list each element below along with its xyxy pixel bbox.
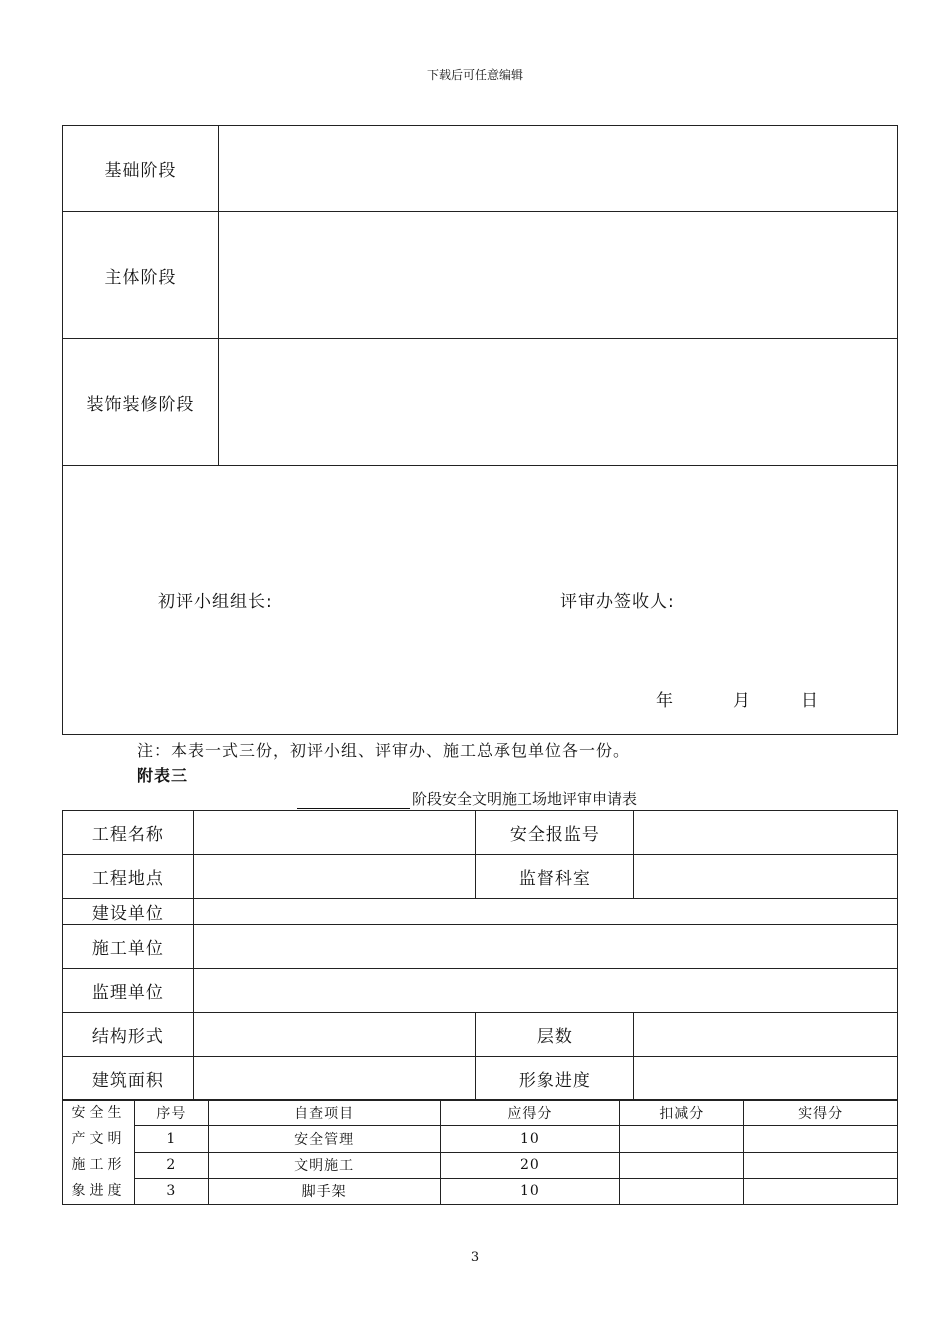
construction-unit-label: 建设单位 (63, 899, 194, 925)
image-progress-value[interactable] (634, 1057, 898, 1101)
row-no: 3 (134, 1178, 208, 1204)
row-no: 2 (134, 1152, 208, 1178)
header-score: 应得分 (440, 1100, 620, 1126)
row-no: 1 (134, 1126, 208, 1152)
header-actual: 实得分 (744, 1100, 898, 1126)
supervision-dept-value[interactable] (634, 855, 898, 899)
copies-note: 注：本表一式三份，初评小组、评审办、施工总承包单位各一份。 (137, 741, 631, 760)
header-no: 序号 (134, 1100, 208, 1126)
receiver-label: 评审办签收人: (560, 592, 675, 612)
score-table (62, 1099, 898, 1205)
stage-label-decoration: 装饰装修阶段 (63, 339, 219, 466)
floors-value[interactable] (634, 1013, 898, 1057)
row-deduct[interactable] (620, 1178, 744, 1204)
header-deduct: 扣减分 (620, 1100, 744, 1126)
project-location-value[interactable] (193, 855, 476, 899)
table-row (63, 1178, 898, 1204)
project-name-value[interactable] (193, 811, 476, 855)
stage-value-foundation[interactable] (219, 126, 898, 212)
date-year: 年 (656, 691, 673, 711)
date-month: 月 (733, 691, 750, 711)
stage-value-decoration[interactable] (219, 339, 898, 466)
form-title (297, 788, 637, 809)
stage-label-foundation: 基础阶段 (63, 126, 219, 212)
row-score: 10 (440, 1126, 620, 1152)
header-item: 自查项目 (208, 1100, 440, 1126)
date-day: 日 (801, 691, 818, 711)
supervisor-unit-label: 监理单位 (63, 969, 194, 1013)
score-side-label: 安全生 产文明 施工形 象进度 (63, 1100, 135, 1205)
structure-form-value[interactable] (193, 1013, 476, 1057)
table-row (63, 1152, 898, 1178)
row-actual[interactable] (744, 1152, 898, 1178)
builder-unit-label: 施工单位 (63, 925, 194, 969)
floors-label: 层数 (476, 1013, 634, 1057)
application-table (62, 810, 898, 1101)
construction-unit-value[interactable] (193, 899, 897, 925)
stage-review-table (62, 125, 898, 735)
appendix-title: 附表三 (137, 766, 189, 785)
row-item: 文明施工 (208, 1152, 440, 1178)
stage-value-main[interactable] (219, 212, 898, 339)
image-progress-label: 形象进度 (476, 1057, 634, 1101)
builder-unit-value[interactable] (193, 925, 897, 969)
safety-no-label: 安全报监号 (476, 811, 634, 855)
building-area-label: 建筑面积 (63, 1057, 194, 1101)
stage-blank-line[interactable] (297, 794, 410, 809)
page-number: 3 (470, 1250, 480, 1265)
row-score: 20 (440, 1152, 620, 1178)
row-actual[interactable] (744, 1178, 898, 1204)
table-row (63, 1126, 898, 1152)
row-item: 安全管理 (208, 1126, 440, 1152)
row-deduct[interactable] (620, 1152, 744, 1178)
row-item: 脚手架 (208, 1178, 440, 1204)
row-actual[interactable] (744, 1126, 898, 1152)
stage-label-main: 主体阶段 (63, 212, 219, 339)
supervision-dept-label: 监督科室 (476, 855, 634, 899)
building-area-value[interactable] (193, 1057, 476, 1101)
structure-form-label: 结构形式 (63, 1013, 194, 1057)
supervisor-unit-value[interactable] (193, 969, 897, 1013)
safety-no-value[interactable] (634, 811, 898, 855)
leader-label: 初评小组组长: (158, 592, 273, 612)
project-location-label: 工程地点 (63, 855, 194, 899)
project-name-label: 工程名称 (63, 811, 194, 855)
form-title-text: 阶段安全文明施工场地评审申请表 (412, 790, 638, 808)
row-score: 10 (440, 1178, 620, 1204)
row-deduct[interactable] (620, 1126, 744, 1152)
header-note: 下载后可任意编辑 (426, 68, 523, 82)
